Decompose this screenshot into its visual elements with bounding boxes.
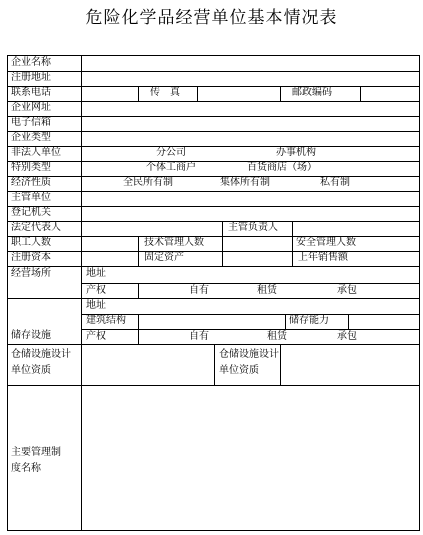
row-line [7, 146, 420, 147]
col-line [280, 344, 281, 385]
label-premises-property: 产权 [86, 285, 106, 296]
row-line [7, 191, 420, 192]
option-branch: 分公司 [156, 147, 186, 158]
label-phone: 联系电话 [11, 87, 51, 98]
row-line [7, 161, 420, 162]
label-tech-staff: 技术管理人数 [144, 237, 204, 248]
form-title: 危险化学品经营单位基本情况表 [85, 8, 338, 28]
col-line [214, 344, 215, 385]
label-company-name: 企业名称 [11, 57, 51, 68]
label-fax: 传 真 [150, 87, 180, 98]
col-line [138, 236, 139, 266]
row-line [7, 206, 420, 207]
label-structure: 建筑结构 [86, 315, 126, 326]
label-staff: 职工人数 [11, 237, 51, 248]
label-company-type: 企业类型 [11, 132, 51, 143]
row-line [7, 236, 420, 237]
option-storage-own: 自有 [189, 331, 209, 342]
label-manager: 主管负责人 [228, 222, 278, 233]
label-premises-address: 地址 [86, 268, 106, 279]
row-line [7, 176, 420, 177]
row-line [81, 329, 420, 330]
label-fixed-assets: 固定资产 [144, 252, 184, 263]
row-line [7, 385, 420, 386]
col-line [348, 314, 349, 329]
label-non-legal-unit: 非法人单位 [11, 147, 61, 158]
label-postcode: 邮政编码 [292, 87, 332, 98]
label-authority: 主管单位 [11, 192, 51, 203]
label-email: 电子信箱 [11, 117, 51, 128]
label-storage-address: 地址 [86, 300, 106, 311]
label-registry: 登记机关 [11, 207, 51, 218]
row-line [7, 266, 420, 267]
row-line [7, 251, 420, 252]
option-collective: 集体所有制 [220, 177, 270, 188]
col-line [138, 283, 139, 298]
row-line [7, 298, 420, 299]
option-private: 私有制 [320, 177, 350, 188]
col-line [360, 86, 361, 101]
col-line [222, 221, 223, 266]
option-premises-rent: 租赁 [257, 285, 277, 296]
col-line [138, 314, 139, 344]
row-line [7, 101, 420, 102]
label-mgmt-rules: 主要管理制度名称 [11, 447, 61, 474]
option-premises-contract: 承包 [337, 285, 357, 296]
label-storage: 储存设施 [11, 330, 51, 341]
row-line [81, 283, 420, 284]
label-capacity: 储存能力 [289, 315, 329, 326]
label-safety-staff: 安全管理人数 [296, 237, 356, 248]
row-line [7, 221, 420, 222]
option-office: 办事机构 [276, 147, 316, 158]
table-frame [7, 55, 420, 531]
col-line [81, 55, 82, 385]
label-reg-capital: 注册资本 [11, 252, 51, 263]
label-legal-rep: 法定代表人 [11, 222, 61, 233]
label-website: 企业网址 [11, 102, 51, 113]
row-line [7, 116, 420, 117]
col-line [197, 86, 198, 101]
option-storage-rent: 租赁 [267, 331, 287, 342]
row-line [81, 314, 420, 315]
option-dept-store: 百货商店（场） [247, 162, 317, 173]
label-storage-property: 产权 [86, 331, 106, 342]
label-design-qual-left: 仓储设施设计单位资质 [11, 349, 71, 376]
col-line [280, 86, 281, 101]
row-line [7, 86, 420, 87]
option-storage-contract: 承包 [337, 331, 357, 342]
label-special-type: 特别类型 [11, 162, 51, 173]
option-state-owned: 全民所有制 [123, 177, 173, 188]
label-econ-nature: 经济性质 [11, 177, 51, 188]
row-line [7, 131, 420, 132]
label-last-sales: 上年销售额 [298, 252, 348, 263]
option-individual: 个体工商户 [146, 162, 196, 173]
label-premises: 经营场所 [11, 268, 51, 279]
option-premises-own: 自有 [189, 285, 209, 296]
col-line [285, 314, 286, 329]
col-line [138, 86, 139, 101]
col-line [81, 385, 82, 531]
label-design-qual-right: 仓储设施设计单位资质 [219, 349, 279, 376]
row-line [7, 71, 420, 72]
label-reg-address: 注册地址 [11, 72, 51, 83]
col-line [292, 221, 293, 266]
